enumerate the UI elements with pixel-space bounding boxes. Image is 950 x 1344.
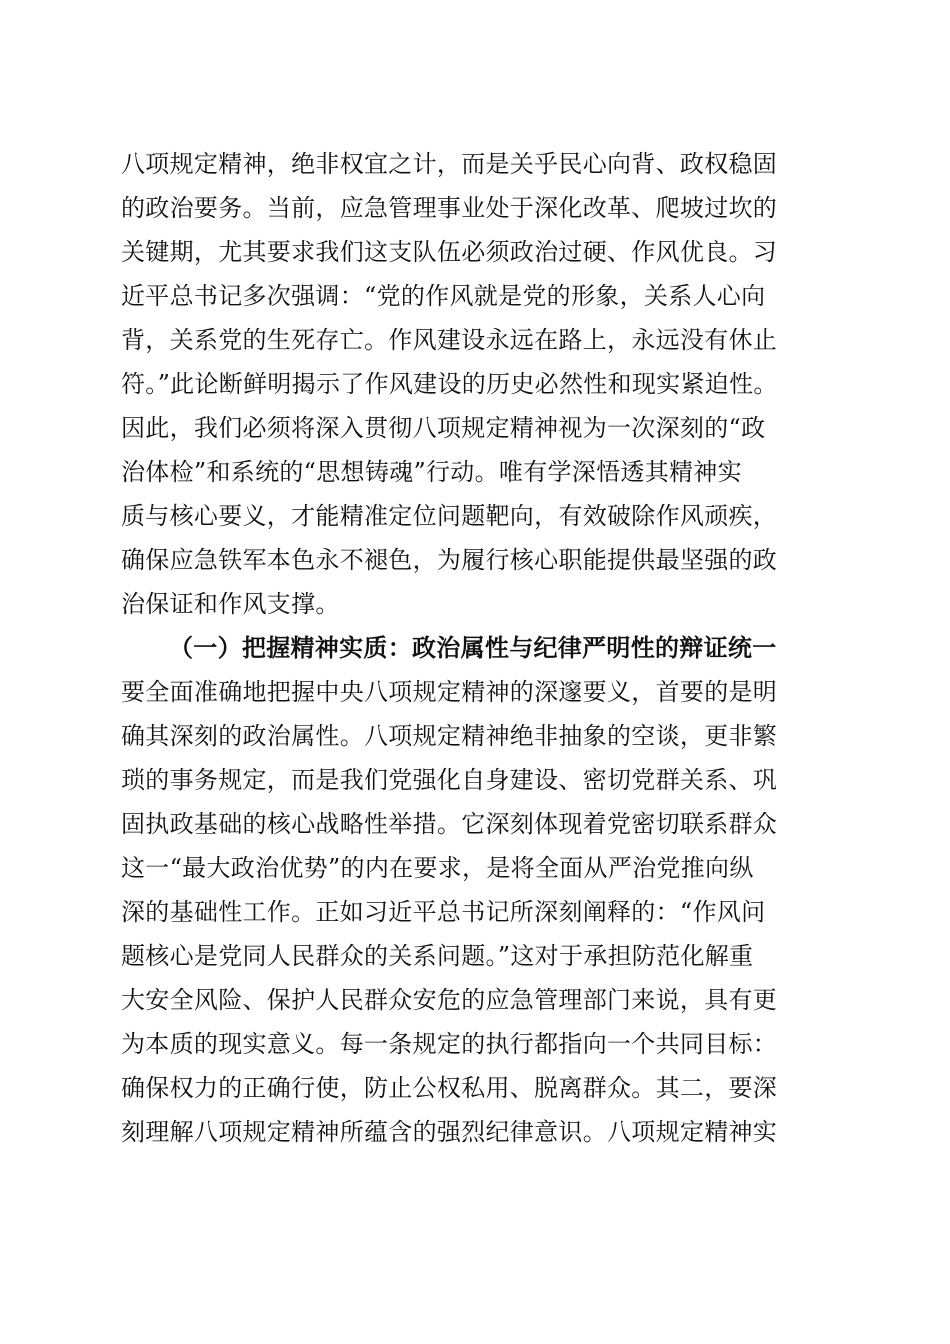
text-line: 质与核心要义，才能精准定位问题靶向，有效破除作风顽疾， <box>121 502 778 530</box>
text-line: 固执政基础的核心战略性举措。它深刻体现着党密切联系群众 <box>121 810 778 838</box>
text-line: 八项规定精神，绝非权宜之计，而是关乎民心向背、政权稳固 <box>121 150 778 178</box>
text-line: 琐的事务规定，而是我们党强化自身建设、密切党群关系、巩 <box>121 766 778 794</box>
text-line: 近平总书记多次强调：“党的作风就是党的形象，关系人心向 <box>121 282 766 310</box>
text-line: 确保应急铁军本色永不褪色，为履行核心职能提供最坚强的政 <box>121 546 778 574</box>
text-line: 大安全风险、保护人民群众安危的应急管理部门来说，具有更 <box>121 986 778 1014</box>
section-heading: （一）把握精神实质：政治属性与纪律严明性的辩证统一 <box>169 633 777 662</box>
text-line: 治体检”和系统的“思想铸魂”行动。唯有学深悟透其精神实 <box>121 458 742 486</box>
text-line: 因此，我们必须将深入贯彻八项规定精神视为一次深刻的“政 <box>121 414 766 442</box>
body-text <box>121 142 841 1154</box>
text-line: 确保权力的正确行使，防止公权私用、脱离群众。其二，要深 <box>121 1074 778 1102</box>
text-line: 深的基础性工作。正如习近平总书记所深刻阐释的：“作风问 <box>121 898 766 926</box>
text-line: 刻理解八项规定精神所蕴含的强烈纪律意识。八项规定精神实 <box>121 1118 778 1146</box>
text-line: 背，关系党的生死存亡。作风建设永远在路上，永远没有休止 <box>121 326 778 354</box>
text-line: 为本质的现实意义。每一条规定的执行都指向一个共同目标： <box>121 1030 778 1058</box>
text-line: 治保证和作风支撑。 <box>121 590 340 618</box>
text-line: 题核心是党同人民群众的关系问题。”这对于承担防范化解重 <box>121 942 754 970</box>
text-line: 符。”此论断鲜明揭示了作风建设的历史必然性和现实紧迫性。 <box>121 370 778 398</box>
text-line: 关键期，尤其要求我们这支队伍必须政治过硬、作风优良。习 <box>121 238 778 266</box>
text-line: 确其深刻的政治属性。八项规定精神绝非抽象的空谈，更非繁 <box>121 722 778 750</box>
text-line: 的政治要务。当前，应急管理事业处于深化改革、爬坡过坎的 <box>121 194 778 222</box>
text-line: 这一“最大政治优势”的内在要求，是将全面从严治党推向纵 <box>121 854 754 882</box>
text-line: 要全面准确地把握中央八项规定精神的深邃要义，首要的是明 <box>121 678 778 706</box>
